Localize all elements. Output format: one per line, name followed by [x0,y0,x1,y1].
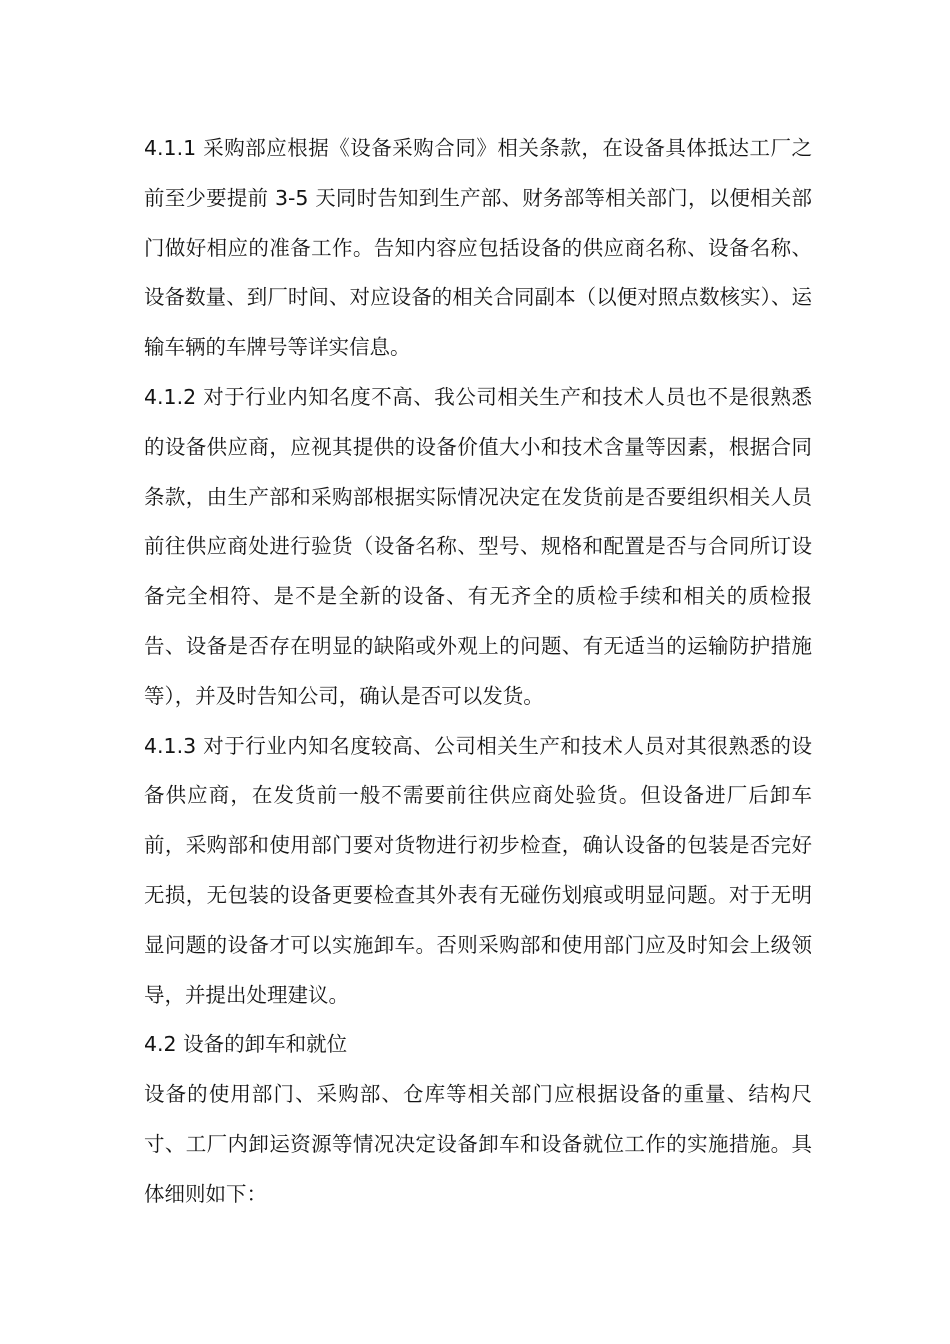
section-heading-4-2: 4.2 设备的卸车和就位 [144,1032,348,1057]
paragraph-4-2-intro: 设备的使用部门、采购部、仓库等相关部门应根据设备的重量、结构尺寸、工厂内卸运资源等情况决定设备卸车和设备就位工作的实施措施。具体细则如下： [144,1082,812,1206]
paragraph-4-1-3: 4.1.3 对于行业内知名度较高、公司相关生产和技术人员对其很熟悉的设备供应商，在发货前一般不需要前往供应商处验货。但设备进厂后卸车前，采购部和使用部门要对货物进行初步检查，确认设备的包装是否完好无损，无包装的设备更要检查其外表有无碰伤划痕或明显问题。对于无明显问题的设备才可以实施卸车。否则采购部和使用部门应及时知会上级领导，并提出处理建议。 [144,733,812,1007]
paragraph-4-1-2: 4.1.2 对于行业内知名度不高、我公司相关生产和技术人员也不是很熟悉的设备供应商，应视其提供的设备价值大小和技术含量等因素，根据合同条款，由生产部和采购部根据实际情况决定在发货前是否要组织相关人员前往供应商处进行验货（设备名称、型号、规格和配置是否与合同所订设备完全相符、是不是全新的设备、有无齐全的质检手续和相关的质检报告、设备是否存在明显的缺陷或外观上的问题、有无适当的运输防护措施等），并及时告知公司，确认是否可以发货。 [144,384,812,708]
document-body [144,124,812,1220]
paragraph-4-1-1: 4.1.1 采购部应根据《设备采购合同》相关条款，在设备具体抵达工厂之前至少要提前 3-5 天同时告知到生产部、财务部等相关部门，以便相关部门做好相应的准备工作。告知内容应包括设备的供应商名称、设备名称、设备数量、到厂时间、对应设备的相关合同副本（以便对照点数核实）、运输车辆的车牌号等详实信息。 [144,136,812,360]
